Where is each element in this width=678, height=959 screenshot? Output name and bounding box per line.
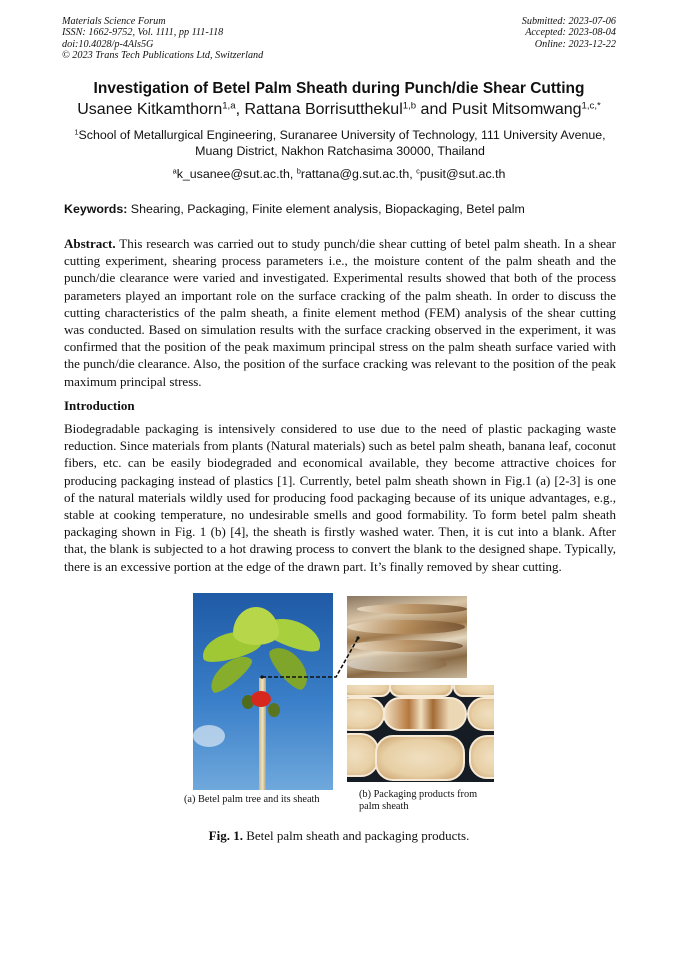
keywords-label: Keywords:	[64, 202, 128, 216]
palm-sheath-plates-image	[347, 685, 494, 782]
author-sup: 1,a	[222, 100, 236, 112]
keywords-text: Shearing, Packaging, Finite element analysis, Biopackaging, Betel palm	[127, 202, 525, 216]
sheath-strip-shape	[347, 656, 447, 672]
keywords	[64, 202, 525, 216]
email-separator: ,	[289, 167, 297, 181]
doi: doi:10.4028/p-4Als5G	[62, 38, 154, 50]
plate-shape	[453, 685, 494, 697]
email-separator: ,	[409, 167, 417, 181]
plate-shape	[469, 735, 494, 779]
author-separator: and	[416, 101, 452, 118]
affiliation	[62, 127, 618, 159]
plate-shape	[383, 697, 467, 731]
plate-shape	[375, 735, 465, 781]
author-name: Pusit Mitsomwang	[451, 101, 582, 118]
figure-caption	[0, 828, 678, 844]
email-sup: b	[296, 166, 301, 176]
introduction-paragraph: Biodegradable packaging is intensively considered to use due to the need of plastic packaging waste reduction. Since materials from plants (Natural materials) such as betel palm sheath, banana leaf, coconut fibers, etc. can be easily biodegraded and economical available, they become attractive choices for producing packaging instead of plastics [1]. Currently, betel palm sheath shown in Fig.1 (a) [2-3] is one of the natural materials wildly used for producing food packaging because of its unique advantages, e.g., stable at cooking temperature, no undesirable smells and good formability. To form betel palm sheath packaging shown in Fig. 1 (b) [4], the sheath is firstly washed water. Then, it is cut into a blank. After that, the blank is subjected to a hot drawing process to convert the blank to the designed shape. Typically, there is an excessive portion at the edge of the drawn part. It’s finally removed by shear cutting.	[64, 421, 616, 574]
author-sup: 1,c,*	[581, 100, 601, 112]
journal-name: Materials Science Forum	[62, 16, 166, 27]
sheath-strip-shape	[347, 620, 465, 634]
subcaption-a: (a) Betel palm tree and its sheath	[184, 794, 320, 805]
cloud-shape	[193, 725, 225, 747]
accepted-date: Accepted: 2023-08-04	[525, 27, 616, 39]
red-fruit-cluster-shape	[251, 691, 271, 707]
online-date: Online: 2023-12-22	[534, 38, 616, 50]
section-heading-introduction: Introduction	[64, 398, 135, 413]
sheath-strip-shape	[357, 604, 467, 614]
author-sup: 1,b	[402, 100, 417, 112]
email-sup: a	[172, 166, 177, 176]
betel-palm-tree-image	[193, 593, 333, 790]
fruit-cluster-shape	[268, 703, 280, 717]
plate-shape	[347, 685, 391, 697]
publication-dates	[522, 16, 616, 50]
paper-title: Investigation of Betel Palm Sheath during Punch/die Shear Cutting	[93, 80, 585, 97]
plate-shape	[467, 697, 494, 731]
journal-issn: ISSN: 1662-9752, Vol. 1111, pp 111-118	[62, 27, 224, 39]
email-link[interactable]: rattana@g.sut.ac.th	[300, 167, 410, 181]
sheath-strip-shape	[351, 640, 463, 652]
email-link[interactable]: k_usanee@sut.ac.th	[176, 167, 290, 181]
subcaption-b: (b) Packaging products from palm sheath	[359, 789, 478, 812]
abstract	[64, 235, 616, 390]
author-emails	[0, 167, 678, 181]
copyright: © 2023 Trans Tech Publications Ltd, Switzerland	[62, 49, 264, 61]
author-name: Usanee Kitkamthorn	[77, 101, 223, 118]
author-separator: ,	[235, 101, 245, 118]
plate-shape	[389, 685, 453, 697]
abstract-label: Abstract.	[64, 236, 116, 251]
affiliation-sup: 1	[74, 127, 79, 137]
email-link[interactable]: pusit@sut.ac.th	[419, 167, 506, 181]
figure-caption-text: Betel palm sheath and packaging products.	[242, 828, 470, 843]
author-name: Rattana Borrisutthekul	[244, 101, 403, 118]
journal-info	[62, 16, 263, 61]
email-sup: c	[416, 166, 420, 176]
plate-shape	[347, 697, 385, 731]
affiliation-text: School of Metallurgical Engineering, Suranaree University of Technology, 111 University Avenue, Muang District, Nakhon Ratchasima 30000, Thailand	[78, 128, 606, 158]
author-list	[0, 101, 678, 119]
figure-label: Fig. 1.	[208, 828, 243, 843]
submitted-date: Submitted: 2023-07-06	[521, 16, 616, 27]
palm-sheath-image	[347, 596, 467, 678]
palm-frond-shape	[233, 607, 279, 645]
abstract-text: This research was carried out to study punch/die shear cutting of betel palm sheath. In a shear cutting experiment, shearing process parameters i.e., the moisture content of the palm sheath and the punch/die clearance were varied and investigated. Experimental results showed that both of the process parameters played an important role on the surface cracking of the palm sheath. In order to discuss the cutting characteristics of the palm sheath, a finite element method (FEM) analysis of the shear cutting was conducted. Based on simulation results with the surface cracking observed in the experiment, it was confirmed that the position of the peak maximum principal stress on the palm sheath surface varied with the punch/die clearance. Also, the position of the surface cracking was relevant to the position of the peak maximum principal stress.	[64, 236, 616, 389]
